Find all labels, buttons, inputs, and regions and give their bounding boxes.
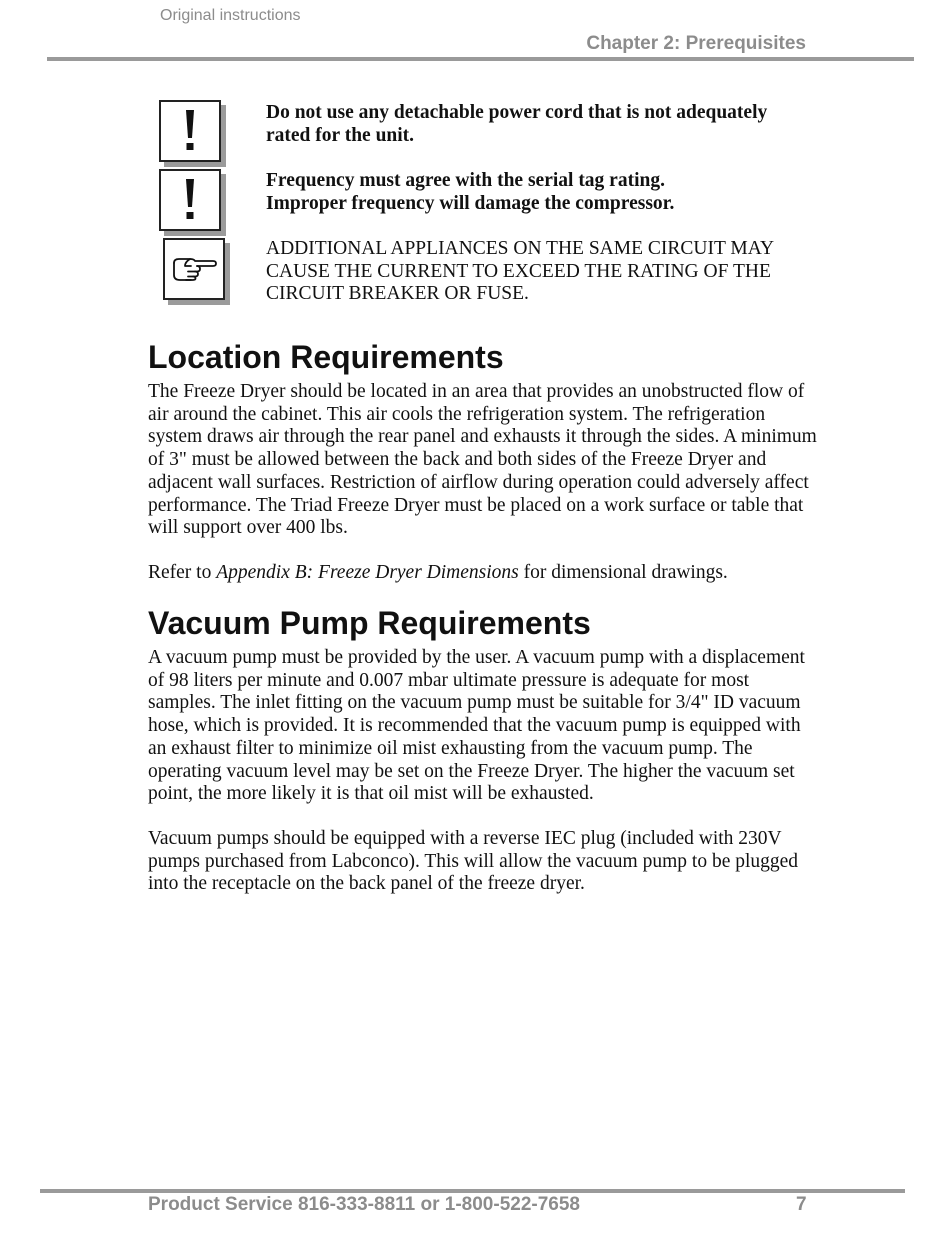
refer-suffix: for dimensional drawings. <box>518 562 728 583</box>
location-refer-line <box>148 562 818 585</box>
refer-prefix: Refer to <box>148 562 217 583</box>
notice-frequency-line1: Frequency must agree with the serial tag rating. <box>266 170 665 191</box>
exclamation-icon <box>159 100 221 162</box>
pointing-hand-icon <box>163 238 225 300</box>
notice-power-cord: Do not use any detachable power cord that is not adequately rated for the unit. <box>266 102 768 146</box>
footer-divider <box>40 1189 905 1193</box>
section-heading-location: Location Requirements <box>148 339 504 375</box>
header-divider <box>47 57 914 61</box>
appendix-reference: Appendix B: Freeze Dryer Dimensions <box>216 562 519 583</box>
exclamation-icon <box>159 169 221 231</box>
location-paragraph: The Freeze Dryer should be located in an area that provides an unobstructed flow of air around the cabinet. This air cools the refrigeration system. The refrigeration system draws air through the rear panel and exhausts it through the sides. A minimum of 3" must be allowed between the back and both sides of the Freeze Dryer and adjacent wall surfaces. Restriction of airflow during operation could adversely affect performance. The Triad Freeze Dryer must be placed on a work surface or table that will support over 400 lbs. <box>148 381 817 539</box>
notice-frequency <box>266 170 806 215</box>
notice-additional-appliances: ADDITIONAL APPLIANCES ON THE SAME CIRCUIT MAY CAUSE THE CURRENT TO EXCEED THE RATING OF THE CIRCUIT BREAKER OR FUSE. <box>266 238 774 304</box>
notice-frequency-line2: Improper frequency will damage the compressor. <box>266 192 675 214</box>
chapter-title: Chapter 2: Prerequisites <box>586 33 806 54</box>
vacuum-paragraph-2: Vacuum pumps should be equipped with a reverse IEC plug (included with 230V pumps purchased from Labconco). This will allow the vacuum pump to be plugged into the receptacle on the back panel of the freeze dryer. <box>148 828 799 895</box>
page-number: 7 <box>796 1194 807 1215</box>
vacuum-paragraph-1: A vacuum pump must be provided by the user. A vacuum pump with a displacement of 98 liters per minute and 0.007 mbar ultimate pressure is adequate for most samples. The inlet fitting on the vacuum pump must be suitable for 3/4" ID vacuum hose, which is provided. It is recommended that the vacuum pump is equipped with an exhaust filter to minimize oil mist exhausting from the vacuum pump. The operating vacuum level may be set on the Freeze Dryer. The higher the vacuum set point, the more likely it is that oil mist will be exhausted. <box>148 647 805 805</box>
section-heading-vacuum: Vacuum Pump Requirements <box>148 605 591 641</box>
original-instructions-label: Original instructions <box>160 7 301 24</box>
product-service-contact: Product Service 816-333-8811 or 1-800-522-7658 <box>148 1194 580 1215</box>
